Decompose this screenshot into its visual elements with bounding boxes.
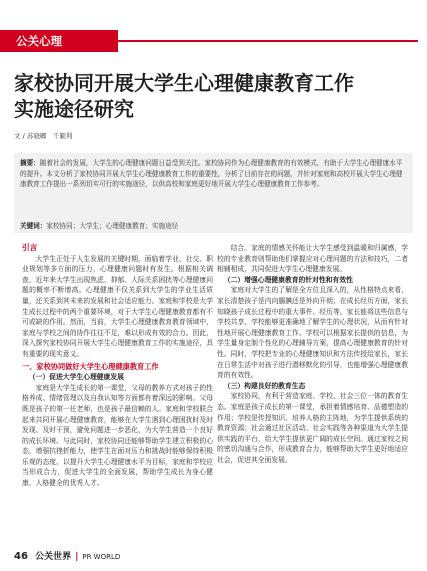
subsection-heading-1-2: （二）增强心理健康教育的针对性和有效性 xyxy=(223,275,353,284)
body-paragraph: 结合。家庭的情感关怀能让大学生感受到温暖和归属感，学校的专业教育则帮助他们掌握应对心理问题的方法和技巧，二者相辅相成，共同促进大学生心理健康发展。 xyxy=(217,244,408,274)
page-footer xyxy=(14,549,120,562)
section-label: 公关心理 xyxy=(0,30,118,52)
body-paragraph: 家庭对大学生的了解是全方位且深入的，从性格特点来看，家长清楚孩子是内向腼腆还是外向开朗；在成长经历方面，家长知晓孩子成长过程中的重大事件、经历等。家长能将这些信息与学校共享，学校能够更准确地了解学生的心理状况，从而有针对性地开展心理健康教育工作。学校可以根据家长提供的信息，为学生量身定制个性化的心理辅导方案，提高心理健康教育的针对性。同时，学校把专业的心理健康知识和方法传授给家长，家长在日常生活中对孩子进行潜移默化的引导，也能增强心理健康教育的有效性。 xyxy=(217,286,408,380)
body-paragraph: 家庭是大学生成长的第一课堂，父母的教养方式对孩子的性格养成、情绪管理以及自我认知等方面都有着深远的影响。父母既是孩子的第一任老师，也是孩子最信赖的人。家庭和学校联合起来共同开展心理健康教育，能够在大学生遇到心理困扰时及时发现、及时干预，避免问题进一步恶化，为大学生营造一个良好的成长环境。与此同时，家校协同还能够帮助学生建立积极的心态，增强抗挫折能力，使学生在面对压力和挑战时能够保持积极乐观的态度。以提升大学生心理健康水平为目标，家庭和学校应当形成合力，促进大学生的全面发展，帮助学生成长为身心健康、人格健全的优秀人才。 xyxy=(22,383,213,488)
abstract xyxy=(20,158,408,190)
section-rule xyxy=(118,40,418,42)
abstract-label: 摘要： xyxy=(20,159,40,167)
footer-separator: | xyxy=(75,552,79,562)
abstract-text: 随着社会的发展，大学生的心理健康问题日益受到关注。家校协同作为心理健康教育的有效模式，有助于大学生心理健康水平的提升。本文分析了家校协同开展大学生心理健康教育工作的重要性，分析了目前存在的问题，并针对家庭和高校开展大学生心理健康教育工作提出一系列切实可行的实施途径，以供高校和家庭更好地开展大学生心理健康教育工作参考。 xyxy=(20,159,403,189)
body-paragraph: 家校协同，有利于营造家庭、学校、社会三位一体的教育生态。家庭是孩子成长的第一课堂，承担着情感培育、品德塑造的作用；学校是传授知识、培养人格的主阵地，为学生提供系统的教育资源；社会通过社区活动、社会实践等各种渠道为大学生提供实践的平台，给大学生提供更广阔的成长空间。通过家校之间的密切沟通与合作，形成教育合力，能够帮助大学生更好地适应社会，促进其全面发展。 xyxy=(217,392,408,464)
subsection-heading-1-3: （三）构建良好的教育生态 xyxy=(223,381,306,390)
keywords-label: 关键词： xyxy=(20,222,47,230)
right-column xyxy=(217,243,408,465)
magazine-name-en: PR WORLD xyxy=(82,553,121,561)
title-line-2: 实施途径研究 xyxy=(14,97,134,121)
subsection-heading-1-1: （一）促进大学生心理健康发展 xyxy=(28,373,124,382)
title-line-1: 家校协同开展大学生心理健康教育工作 xyxy=(14,71,354,95)
intro-heading: 引言 xyxy=(22,243,38,252)
left-column xyxy=(22,243,213,489)
section-heading-1: 一、家校协同做好大学生心理健康教育工作 xyxy=(22,361,159,371)
intro-paragraph: 大学生正处于人生发展的关键时期，面临着学业、社交、职业规划等多方面的压力，心理健康问题时有发生。根据相关调查，近年来大学生出现焦虑、抑郁、人际关系困扰等心理健康问题的概率不断增高。心理健康不仅关系到大学生的学业生活质量，还关系到其未来的发展和社会适应能力。家庭和学校是大学生成长过程中的两个重要环境，对于大学生心理健康教育都有不可或缺的作用。然而，当前，大学生心理健康教育教育领域中，家庭与学校之间的协作往往不足，难以形成有效的合力。因此，深入探究家校协同开展大学生心理健康教育工作的实施途径，具有重要的现实意义。 xyxy=(22,254,213,358)
byline: 文 / 苏晓卿 千颖利 xyxy=(14,132,73,140)
keywords-text: 家校协同；大学生；心理健康教育；实施途径 xyxy=(46,222,179,230)
article-title xyxy=(14,70,414,122)
page-number: 46 xyxy=(14,551,28,562)
magazine-name: 公关世界 xyxy=(35,552,72,562)
top-margin xyxy=(0,0,427,10)
keywords xyxy=(20,220,178,230)
